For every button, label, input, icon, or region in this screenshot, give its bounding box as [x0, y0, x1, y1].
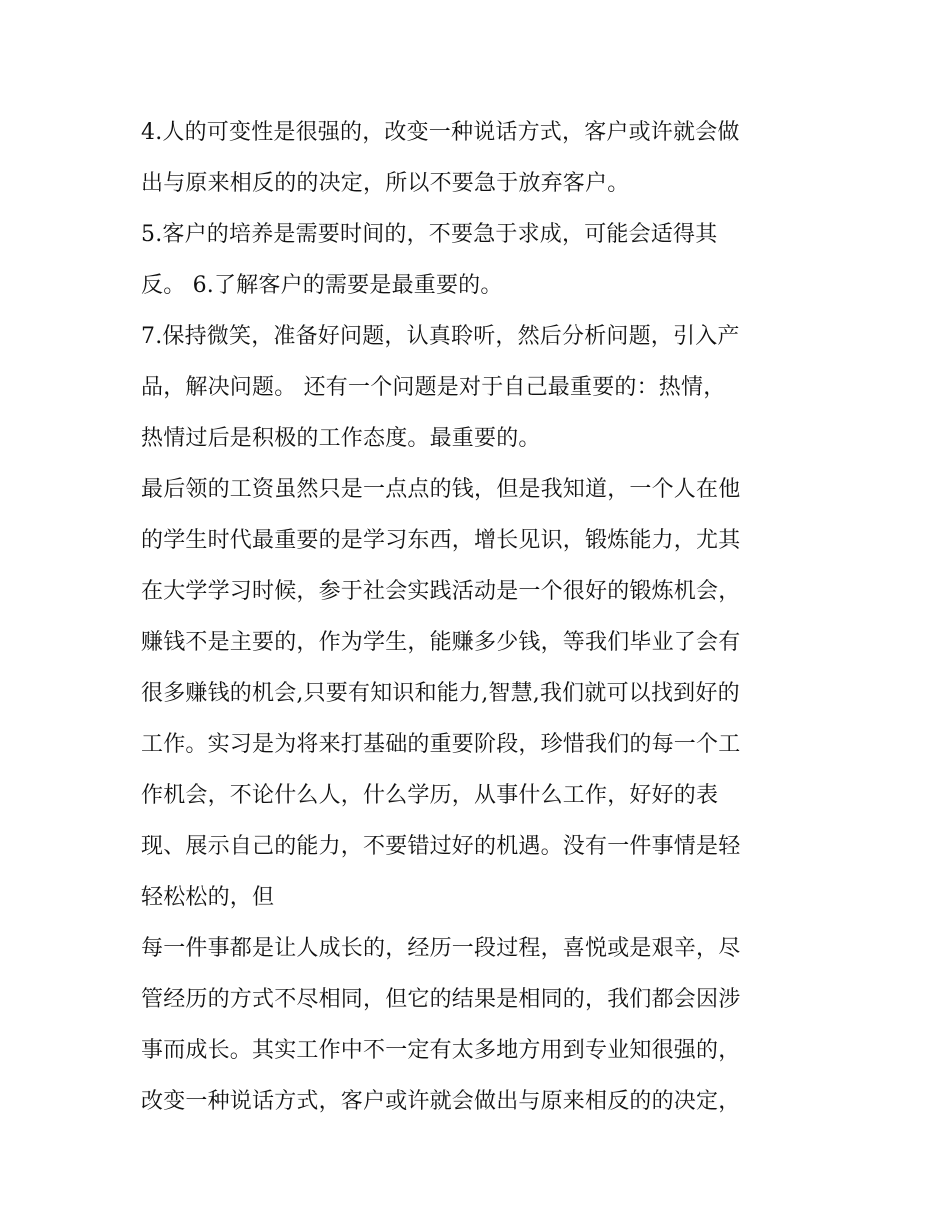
text-line: 最后领的工资虽然只是一点点的钱，但是我知道，一个人在他: [141, 477, 741, 502]
text-line: 赚钱不是主要的，作为学生，能赚多少钱，等我们毕业了会有: [141, 630, 741, 655]
text-line: 出与原来相反的的决定，所以不要急于放弃客户。: [141, 171, 630, 196]
text-line: 7.保持微笑，准备好问题，认真聆听，然后分析问题，引入产: [141, 324, 740, 349]
text-line: 热情过后是积极的工作态度。最重要的。: [141, 426, 541, 451]
text-line: 的学生时代最重要的是学习东西，增长见识，锻炼能力，尤其: [141, 528, 741, 553]
text-line: 反。 6.了解客户的需要是最重要的。: [141, 273, 503, 298]
text-line: 管经历的方式不尽相同，但它的结果是相同的，我们都会因涉: [141, 987, 741, 1012]
text-line: 品，解决问题。 还有一个问题是对于自己最重要的：热情，: [141, 375, 726, 400]
text-line: 工作。实习是为将来打基础的重要阶段，珍惜我们的每一个工: [141, 732, 741, 757]
text-line: 事而成长。其实工作中不一定有太多地方用到专业知很强的，: [141, 1038, 741, 1063]
document-body: [141, 107, 821, 1127]
text-line: 很多赚钱的机会,只要有知识和能力,智慧,我们就可以找到好的: [141, 681, 740, 706]
text-line: 作机会，不论什么人，什么学历，从事什么工作，好好的表: [141, 783, 719, 808]
text-line: 4.人的可变性是很强的，改变一种说话方式，客户或许就会做: [141, 120, 740, 145]
text-line: 每一件事都是让人成长的，经历一段过程，喜悦或是艰辛，尽: [141, 936, 741, 961]
text-line: 在大学学习时候，参于社会实践活动是一个很好的锻炼机会，: [141, 579, 741, 604]
text-line: 轻松松的，但: [141, 885, 275, 910]
text-line: 改变一种说话方式，客户或许就会做出与原来相反的的决定，: [141, 1089, 741, 1114]
text-line: 现、展示自己的能力，不要错过好的机遇。没有一件事情是轻: [141, 834, 741, 859]
text-line: 5.客户的培养是需要时间的，不要急于求成，可能会适得其: [141, 222, 718, 247]
